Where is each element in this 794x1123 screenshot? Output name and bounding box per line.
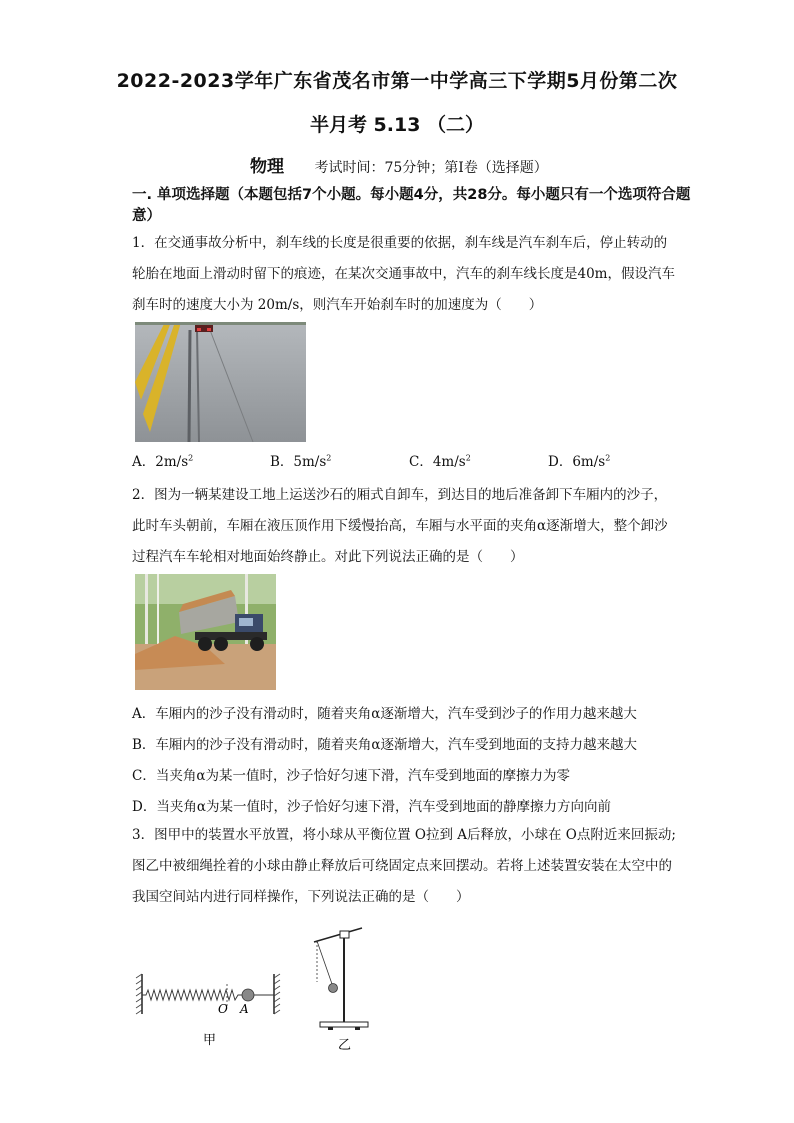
base-foot-right (355, 1027, 360, 1030)
base-foot-left (328, 1027, 333, 1030)
question-2-line1: 2．图为一辆某建设工地上运送沙石的厢式自卸车，到达目的地后准备卸下车厢内的沙子， (132, 487, 668, 503)
question-3-line2: 图乙中被细绳拴着的小球由静止释放后可绕固定点来回摆动。若将上述装置安装在太空中的 (132, 858, 672, 874)
caption-yi: 乙 (338, 1038, 352, 1052)
spring-ball (242, 989, 254, 1001)
stand-base (320, 1022, 368, 1027)
spring-pendulum-svg (132, 922, 392, 1052)
section-heading: 一. 单项选择题（本题包括7个小题。每小题4分，共28分。每小题只有一个选项符合题意） (132, 187, 691, 224)
left-wall-hatch (136, 974, 142, 1014)
clamp (340, 931, 349, 938)
question-1-line2: 轮胎在地面上滑动时留下的痕迹，在某次交通事故中，汽车的刹车线长度是40m，假设汽车 (132, 266, 675, 282)
exam-title-line1: 2022-2023学年广东省茂名市第一中学高三下学期5月份第二次 (116, 70, 678, 92)
skid-marks-photo (135, 322, 306, 442)
question-3-text (132, 820, 692, 913)
question-2-text (132, 480, 692, 573)
subject-line (250, 152, 548, 177)
option-d[interactable] (548, 450, 610, 470)
option-a-text: A．2m/s (132, 454, 189, 470)
option-b-sup: 2 (326, 453, 332, 463)
question-2-option-c[interactable]: C．当夹角α为某一值时，沙子恰好匀速下滑，汽车受到地面的摩擦力为零 (132, 768, 570, 784)
oscillation-diagrams (132, 922, 392, 1052)
question-2-option-a[interactable]: A．车厢内的沙子没有滑动时，随着夹角α逐渐增大，汽车受到沙子的作用力越来越大 (132, 706, 637, 722)
caption-jia: 甲 (203, 1033, 217, 1048)
question-1-line1: 1．在交通事故分析中，刹车线的长度是很重要的依据，刹车线是汽车刹车后，停止转动的 (132, 235, 668, 251)
option-a[interactable] (132, 450, 193, 470)
question-2-line2: 此时车头朝前，车厢在液压顶作用下缓慢抬高，车厢与水平面的夹角α逐渐增大，整个卸沙 (132, 518, 668, 534)
pendulum-string (317, 941, 332, 984)
question-1-text (132, 228, 692, 321)
question-2-line3: 过程汽车车轮相对地面始终静止。对此下列说法正确的是（ ） (132, 549, 524, 565)
exam-title-line2: 半月考 5.13 （二） (309, 114, 485, 136)
option-c[interactable] (409, 450, 471, 470)
question-2-option-b[interactable]: B．车厢内的沙子没有滑动时，随着夹角α逐渐增大，汽车受到地面的支持力越来越大 (132, 737, 638, 753)
option-d-text: D．6m/s (548, 454, 606, 470)
label-o: O (218, 1002, 228, 1016)
option-a-sup: 2 (188, 453, 194, 463)
subject-name: 物理 (250, 157, 284, 177)
stand-arm (314, 928, 362, 942)
spring (142, 990, 242, 1000)
option-c-text: C．4m/s (409, 454, 466, 470)
option-b[interactable] (270, 450, 331, 470)
option-c-sup: 2 (465, 453, 471, 463)
label-a: A (240, 1002, 249, 1016)
question-1-line3: 刹车时的速度大小为 20m/s，则汽车开始刹车时的加速度为（ ） (132, 297, 543, 313)
dump-truck-photo (135, 574, 276, 690)
right-wall-hatch (274, 974, 280, 1014)
pendulum-ball (329, 984, 338, 993)
option-b-text: B．5m/s (270, 454, 327, 470)
option-d-sup: 2 (605, 453, 611, 463)
question-2-option-d[interactable]: D．当夹角α为某一值时，沙子恰好匀速下滑，汽车受到地面的静摩擦力方向向前 (132, 799, 611, 815)
question-3-line1: 3．图甲中的装置水平放置，将小球从平衡位置 O拉到 A后释放，小球在 O点附近来回振动; (132, 827, 676, 843)
exam-info: 考试时间：75分钟；第Ⅰ卷（选择题） (314, 160, 548, 176)
question-3-line3: 我国空间站内进行同样操作，下列说法正确的是（ ） (132, 889, 470, 905)
